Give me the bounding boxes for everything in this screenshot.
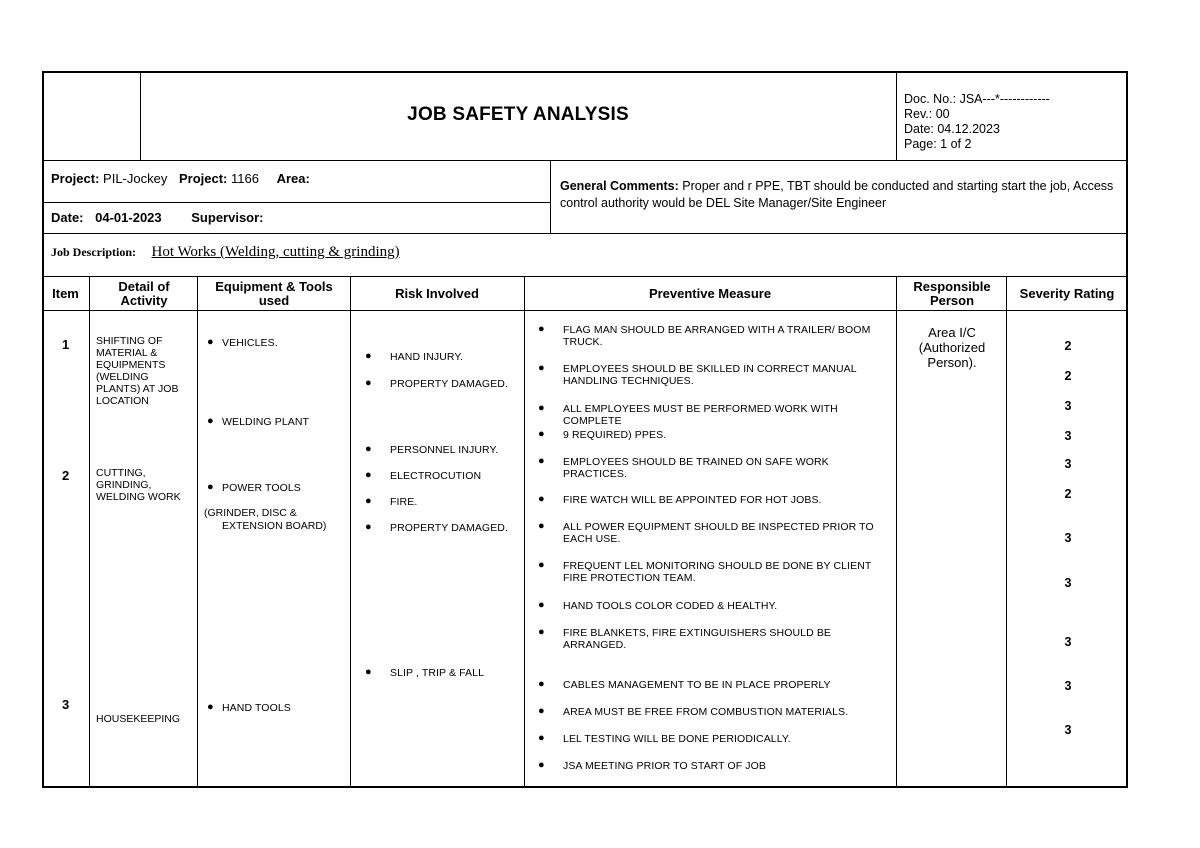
responsible-person: Area I/C (Authorized Person). bbox=[918, 325, 986, 370]
page-title: JOB SAFETY ANALYSIS bbox=[407, 104, 629, 125]
divider bbox=[350, 276, 351, 788]
measure-item: ● EMPLOYEES SHOULD BE TRAINED ON SAFE WORK PRACTICES. bbox=[563, 457, 883, 480]
severity-rating: 3 bbox=[1064, 399, 1072, 413]
divider bbox=[42, 310, 1128, 311]
divider bbox=[89, 276, 90, 788]
measure-item: ● FIRE WATCH WILL BE APPOINTED FOR HOT JOBS. bbox=[563, 495, 883, 507]
severity-rating: 2 bbox=[1064, 339, 1072, 353]
measure-item: ● FLAG MAN SHOULD BE ARRANGED WITH A TRAILER/ BOOM TRUCK. bbox=[563, 325, 883, 348]
severity-rating: 3 bbox=[1064, 723, 1072, 737]
measure-item: ● LEL TESTING WILL BE DONE PERIODICALLY. bbox=[563, 734, 883, 746]
divider bbox=[42, 202, 550, 203]
divider bbox=[550, 160, 551, 233]
risk-item: ● HAND INJURY. bbox=[390, 352, 463, 364]
column-header-measure: Preventive Measure bbox=[648, 285, 772, 301]
equipment-item: ● VEHICLES. bbox=[222, 338, 278, 350]
column-header-severity: Severity Rating bbox=[1019, 285, 1115, 301]
equipment-note: (GRINDER, DISC & bbox=[204, 507, 297, 519]
column-header-responsible: Responsible Person bbox=[913, 278, 991, 308]
severity-rating: 3 bbox=[1064, 457, 1072, 471]
column-header-risk: Risk Involved bbox=[395, 285, 479, 301]
severity-rating: 3 bbox=[1064, 429, 1072, 443]
activity-text: CUTTING, GRINDING, WELDING WORK bbox=[96, 467, 181, 503]
divider bbox=[896, 71, 897, 160]
measure-item: ● ALL POWER EQUIPMENT SHOULD BE INSPECTED PRIOR TO EACH USE. bbox=[563, 522, 883, 545]
column-header-equipment: Equipment & Tools used bbox=[215, 278, 333, 308]
item-number: 2 bbox=[62, 468, 70, 483]
severity-rating: 2 bbox=[1064, 487, 1072, 501]
column-header-item: Item bbox=[52, 285, 79, 301]
general-comments-text: Proper and r PPE, TBT should be conducted and starting start the job, Access control authority would be DEL Site Manager/Site Engineer bbox=[560, 179, 1114, 210]
measure-item: ● FREQUENT LEL MONITORING SHOULD BE DONE BY CLIENT FIRE PROTECTION TEAM. bbox=[563, 561, 883, 584]
date-label: Date: bbox=[51, 210, 84, 225]
divider bbox=[1006, 276, 1007, 788]
project-row bbox=[51, 171, 310, 186]
measure-item: ● HAND TOOLS COLOR CODED & HEALTHY. bbox=[563, 601, 883, 613]
area-label: Area: bbox=[276, 171, 310, 186]
equipment-note: EXTENSION BOARD) bbox=[222, 520, 327, 532]
date-row bbox=[51, 210, 264, 225]
project-value: PIL-Jockey bbox=[103, 171, 168, 186]
divider bbox=[197, 276, 198, 788]
risk-item: ● FIRE. bbox=[390, 497, 417, 509]
doc-date: Date: 04.12.2023 bbox=[904, 122, 1000, 136]
item-number: 3 bbox=[62, 697, 70, 712]
column-header-activity: Detail of Activity bbox=[118, 278, 170, 308]
job-description-value: Hot Works (Welding, cutting & grinding) bbox=[151, 244, 400, 260]
divider bbox=[896, 276, 897, 788]
measure-item: ● FIRE BLANKETS, FIRE EXTINGUISHERS SHOULD BE ARRANGED. bbox=[563, 628, 883, 651]
risk-item: ● PROPERTY DAMAGED. bbox=[390, 523, 508, 535]
activity-text: SHIFTING OF MATERIAL & EQUIPMENTS (WELDING PLANTS) AT JOB LOCATION bbox=[96, 335, 179, 407]
measure-item: ● AREA MUST BE FREE FROM COMBUSTION MATERIALS. bbox=[563, 707, 883, 719]
general-comments-label: General Comments: bbox=[560, 179, 679, 193]
risk-item: ● PROPERTY DAMAGED. bbox=[390, 379, 508, 391]
supervisor-label: Supervisor: bbox=[191, 210, 264, 225]
severity-rating: 3 bbox=[1064, 635, 1072, 649]
severity-rating: 3 bbox=[1064, 679, 1072, 693]
equipment-item: ● POWER TOOLS bbox=[222, 483, 301, 495]
measure-item: ● CABLES MANAGEMENT TO BE IN PLACE PROPERLY bbox=[563, 680, 883, 692]
risk-item: ● PERSONNEL INJURY. bbox=[390, 445, 498, 457]
divider bbox=[42, 233, 1128, 234]
divider bbox=[524, 276, 525, 788]
severity-rating: 2 bbox=[1064, 369, 1072, 383]
general-comments bbox=[560, 178, 1120, 212]
item-number: 1 bbox=[62, 337, 70, 352]
doc-page: Page: 1 of 2 bbox=[904, 137, 972, 151]
equipment-item: ● WELDING PLANT bbox=[222, 417, 309, 429]
project-number-label: Project: bbox=[178, 171, 228, 186]
divider bbox=[42, 160, 1128, 161]
risk-item: ● SLIP , TRIP & FALL bbox=[390, 668, 484, 680]
doc-number: Doc. No.: JSA---*------------ bbox=[904, 92, 1050, 106]
job-description bbox=[51, 244, 400, 261]
risk-item: ● ELECTROCUTION bbox=[390, 471, 481, 483]
measure-item: ● ALL EMPLOYEES MUST BE PERFORMED WORK WITH COMPLETE bbox=[563, 404, 883, 427]
doc-revision: Rev.: 00 bbox=[904, 107, 950, 121]
activity-text: HOUSEKEEPING bbox=[96, 713, 181, 725]
severity-rating: 3 bbox=[1064, 576, 1072, 590]
job-description-label: Job Description: bbox=[51, 245, 136, 259]
measure-item: ● 9 REQUIRED) PPES. bbox=[563, 430, 883, 442]
measure-item: ● EMPLOYEES SHOULD BE SKILLED IN CORRECT MANUAL HANDLING TECHNIQUES. bbox=[563, 364, 883, 387]
doc-info bbox=[904, 92, 1050, 152]
date-value: 04-01-2023 bbox=[95, 210, 162, 225]
project-number-value: 1166 bbox=[231, 171, 259, 186]
measure-item: ● JSA MEETING PRIOR TO START OF JOB bbox=[563, 761, 883, 773]
severity-rating: 3 bbox=[1064, 531, 1072, 545]
equipment-item: ● HAND TOOLS bbox=[222, 703, 291, 715]
project-label: Project: bbox=[51, 171, 100, 186]
